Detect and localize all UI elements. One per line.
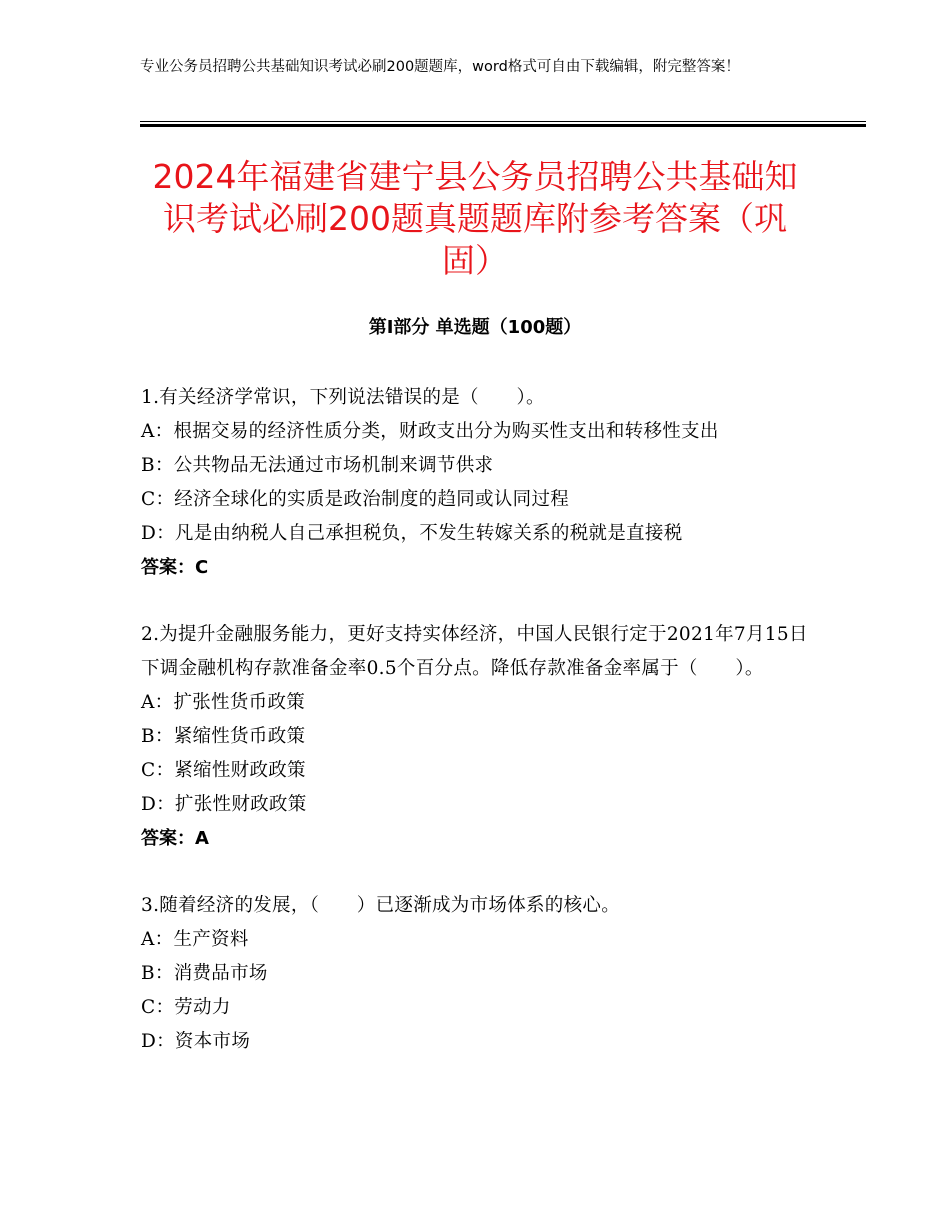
- option-d: D：扩张性财政政策: [141, 794, 307, 815]
- header-divider: [140, 121, 866, 127]
- question-stem: 1.有关经济学常识，下列说法错误的是（ ）。: [141, 387, 545, 408]
- option-c: C：经济全球化的实质是政治制度的趋同或认同过程: [141, 489, 570, 510]
- question-list: [141, 381, 811, 1092]
- option-a: A：扩张性货币政策: [141, 692, 306, 713]
- option-d: D：资本市场: [141, 1031, 251, 1052]
- option-b: B：消费品市场: [141, 963, 268, 984]
- document-title: 2024年福建省建宁县公务员招聘公共基础知识考试必刷200题真题题库附参考答案（巩固）: [152, 157, 798, 280]
- header-note: 专业公务员招聘公共基础知识考试必刷200题题库，word格式可自由下载编辑，附完整答案！: [140, 59, 740, 75]
- question-3: [141, 889, 811, 1059]
- option-a: A：根据交易的经济性质分类，财政支出分为购买性支出和转移性支出: [141, 421, 719, 442]
- option-c: C：劳动力: [141, 997, 231, 1018]
- question-stem: 2.为提升金融服务能力，更好支持实体经济，中国人民银行定于2021年7月15日下调金融机构存款准备金率0.5个百分点。降低存款准备金率属于（ ）。: [141, 624, 808, 679]
- question-stem: 3.随着经济的发展，（ ）已逐渐成为市场体系的核心。: [141, 895, 621, 916]
- question-1: [141, 381, 811, 585]
- section-title: 第Ⅰ部分 单选题（100题）: [368, 317, 582, 338]
- option-a: A：生产资料: [141, 929, 249, 950]
- option-c: C：紧缩性财政政策: [141, 760, 306, 781]
- answer-label: 答案：A: [141, 828, 209, 849]
- option-b: B：紧缩性货币政策: [141, 726, 306, 747]
- answer-label: 答案：C: [141, 557, 209, 578]
- option-d: D：凡是由纳税人自己承担税负，不发生转嫁关系的税就是直接税: [141, 523, 683, 544]
- question-2: [141, 618, 811, 856]
- option-b: B：公共物品无法通过市场机制来调节供求: [141, 455, 494, 476]
